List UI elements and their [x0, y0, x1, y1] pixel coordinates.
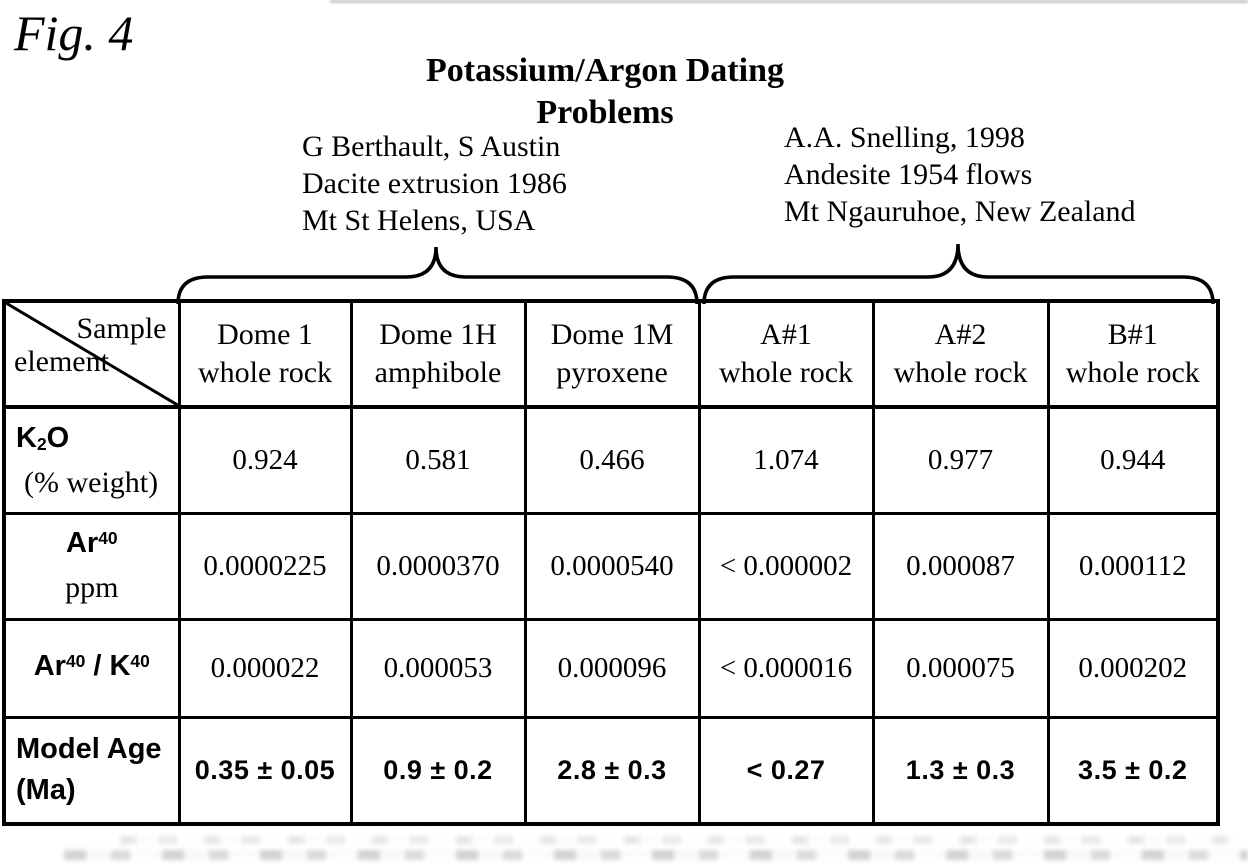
corner-label-element: element	[14, 345, 109, 378]
value-cell: 0.924	[179, 407, 351, 513]
value-cell: 0.000112	[1048, 513, 1218, 619]
sample-material: whole rock	[893, 356, 1028, 389]
sample-material: whole rock	[1065, 356, 1200, 389]
row-label-line: Model Age	[16, 733, 162, 766]
value-cell: 0.000022	[179, 619, 351, 717]
header-row	[4, 301, 1218, 407]
source-annotation-left	[302, 128, 567, 239]
value-cell: 0.000202	[1048, 619, 1218, 717]
value-cell: 1.3 ± 0.3	[873, 717, 1048, 824]
col-header-b1	[1048, 301, 1218, 407]
value-cell: 0.0000540	[525, 513, 699, 619]
sample-material: pyroxene	[556, 356, 668, 389]
row-label-ar40-k40	[4, 619, 179, 717]
row-label-line: (Ma)	[16, 774, 76, 807]
row-label-model-age	[4, 717, 179, 824]
value-cell: 0.466	[525, 407, 699, 513]
row-label-ar40-ppm	[4, 513, 179, 619]
sample-name: A#2	[934, 318, 987, 351]
value-cell: 0.581	[351, 407, 525, 513]
sample-name: A#1	[760, 318, 812, 351]
sample-name: B#1	[1107, 318, 1158, 351]
data-table-wrapper	[2, 299, 1220, 826]
sample-material: amphibole	[374, 356, 502, 389]
left-group-brace-icon	[178, 247, 697, 304]
value-cell: 2.8 ± 0.3	[525, 717, 699, 824]
sample-name: Dome 1M	[550, 318, 674, 351]
col-header-a2	[873, 301, 1048, 407]
row-label-symbol: Ar$^{40}$	[65, 527, 118, 559]
value-cell: < 0.000016	[699, 619, 873, 717]
value-cell: 0.000053	[351, 619, 525, 717]
table-row-k2o	[4, 407, 1218, 513]
figure-label: Fig. 4	[14, 5, 134, 61]
value-cell: 0.000096	[525, 619, 699, 717]
table-row-ar40-k40	[4, 619, 1218, 717]
data-table	[2, 299, 1220, 826]
sample-material: whole rock	[718, 356, 854, 389]
annotation-line: G Berthault, S Austin	[302, 130, 561, 163]
table-row-ar40-ppm	[4, 513, 1218, 619]
row-label-symbol: $Ar^{40} / K^{40}$	[33, 650, 150, 682]
annotation-line: A.A. Snelling, 1998	[784, 121, 1025, 154]
value-cell: 0.977	[873, 407, 1048, 513]
value-cell: 0.944	[1048, 407, 1218, 513]
col-header-dome1h	[351, 301, 525, 407]
value-cell: 0.35 ± 0.05	[179, 717, 351, 824]
sample-name: Dome 1H	[379, 318, 497, 351]
row-label-symbol: $K_2O$	[16, 421, 70, 454]
corner-label-sample: Sample	[76, 312, 167, 345]
table-row-model-age	[4, 717, 1218, 824]
row-label-unit: ppm	[65, 571, 119, 604]
value-cell: 0.0000225	[179, 513, 351, 619]
scan-artifact-bottom	[64, 850, 1248, 860]
annotation-line: Mt Ngauruhoe, New Zealand	[784, 195, 1136, 228]
sample-material: whole rock	[197, 356, 333, 389]
row-label-unit: (% weight)	[24, 465, 159, 499]
col-header-a1	[699, 301, 873, 407]
source-annotation-right	[784, 119, 1136, 230]
scan-artifact-top	[330, 0, 1248, 3]
title-line-1: Potassium/Argon Dating	[426, 52, 784, 89]
corner-header-cell	[4, 301, 179, 407]
value-cell: 0.0000370	[351, 513, 525, 619]
value-cell: < 0.27	[699, 717, 873, 824]
sample-name: Dome 1	[217, 318, 313, 351]
value-cell: 3.5 ± 0.2	[1048, 717, 1218, 824]
value-cell: 0.9 ± 0.2	[351, 717, 525, 824]
value-cell: 0.000087	[873, 513, 1048, 619]
annotation-line: Andesite 1954 flows	[784, 158, 1033, 191]
scan-artifact-bottom	[120, 836, 1240, 844]
value-cell: < 0.000002	[699, 513, 873, 619]
value-cell: 1.074	[699, 407, 873, 513]
row-label-k2o	[4, 407, 179, 513]
value-cell: 0.000075	[873, 619, 1048, 717]
annotation-line: Mt St Helens, USA	[302, 204, 536, 237]
col-header-dome1	[179, 301, 351, 407]
annotation-line: Dacite extrusion 1986	[302, 167, 567, 200]
right-group-brace-icon	[704, 244, 1213, 304]
col-header-dome1m	[525, 301, 699, 407]
title-line-2: Problems	[536, 94, 674, 131]
